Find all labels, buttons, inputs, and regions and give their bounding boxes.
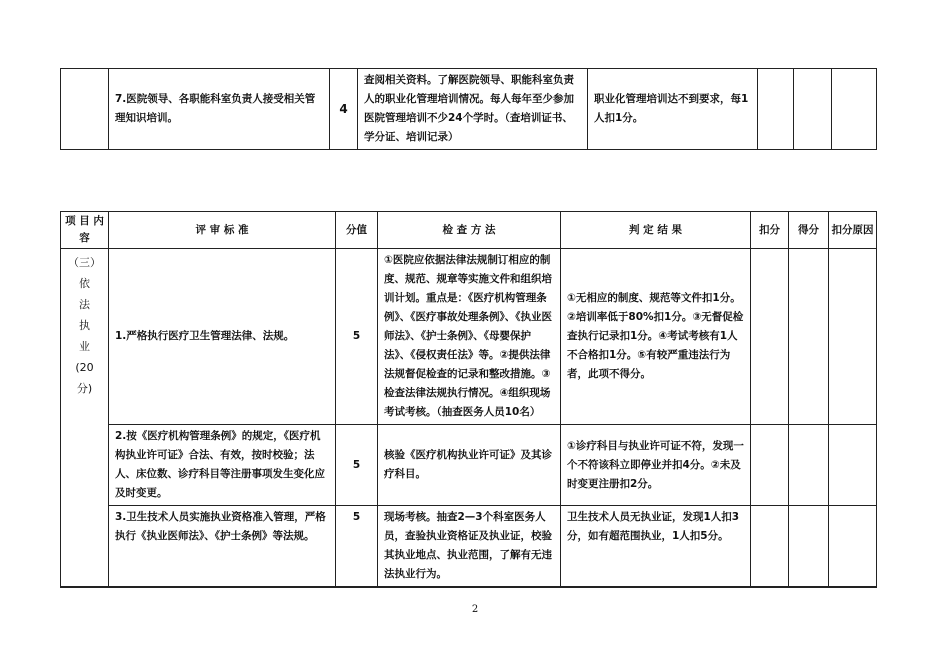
method-cell: 核验《医疗机构执业许可证》及其诊疗科目。 bbox=[378, 425, 561, 506]
got-cell bbox=[789, 506, 829, 588]
header-result: 判 定 结 果 bbox=[561, 212, 751, 249]
category-char: 法 bbox=[79, 298, 90, 311]
reason-cell bbox=[832, 69, 877, 150]
header-deduct: 扣分 bbox=[751, 212, 789, 249]
table-row bbox=[61, 506, 877, 588]
table-header bbox=[61, 212, 877, 249]
page-number: 2 bbox=[471, 604, 479, 615]
got-cell bbox=[794, 69, 832, 150]
criterion-cell: 1.严格执行医疗卫生管理法律、法规。 bbox=[109, 249, 336, 425]
table-row bbox=[61, 425, 877, 506]
method-cell: 查阅相关资料。了解医院领导、职能科室负责人的职业化管理培训情况。每人每年至少参加医院管理培训不少24个学时。（查培训证书、学分证、培训记录） bbox=[358, 69, 588, 150]
table-row bbox=[61, 249, 877, 425]
got-cell bbox=[789, 425, 829, 506]
criterion-cell: 7.医院领导、各职能科室负责人接受相关管理知识培训。 bbox=[109, 69, 330, 150]
deduct-cell bbox=[751, 249, 789, 425]
reason-cell bbox=[829, 506, 877, 588]
header-reason: 扣分原因 bbox=[829, 212, 877, 249]
empty-cell bbox=[61, 69, 109, 150]
criterion-cell: 2.按《医疗机构管理条例》的规定，《医疗机构执业许可证》合法、有效，按时校验；法人、床位数、诊疗科目等注册事项发生变化应及时变更。 bbox=[109, 425, 336, 506]
header-item: 项 目 内 容 bbox=[61, 212, 109, 249]
score-cell: 5 bbox=[336, 425, 378, 506]
header-standard: 评 审 标 准 bbox=[109, 212, 336, 249]
header-got: 得分 bbox=[789, 212, 829, 249]
result-cell: 职业化管理培训达不到要求，每1人扣1分。 bbox=[588, 69, 758, 150]
method-cell: 现场考核。抽查2—3个科室医务人员，查验执业资格证及执业证，校验其执业地点、执业范围，了解有无违法执业行为。 bbox=[378, 506, 561, 588]
review-table bbox=[60, 211, 877, 588]
method-cell: ①医院应依据法律法规制订相应的制度、规范、规章等实施文件和组织培训计划。重点是：《医疗机构管理条例》、《医疗事故处理条例》、《执业医师法》、《护士条例》、《母婴保护法》、《侵权责任法》等。②提供法律法规督促检查的记录和整改措施。③检查法律法规执行情况。④组织现场考试考核。（抽查医务人员10名） bbox=[378, 249, 561, 425]
category-char: 依 bbox=[79, 277, 90, 290]
deduct-cell bbox=[758, 69, 794, 150]
result-cell: ①诊疗科目与执业许可证不符，发现一个不符该科立即停业并扣4分。②未及时变更注册扣2分。 bbox=[561, 425, 751, 506]
reason-cell bbox=[829, 249, 877, 425]
deduct-cell bbox=[751, 506, 789, 588]
category-number: （三） bbox=[68, 256, 101, 269]
header-method: 检 查 方 法 bbox=[378, 212, 561, 249]
category-points: (20分) bbox=[75, 361, 94, 395]
score-cell: 5 bbox=[336, 506, 378, 588]
criterion-cell: 3.卫生技术人员实施执业资格准入管理，严格执行《执业医师法》、《护士条例》等法规。 bbox=[109, 506, 336, 588]
got-cell bbox=[789, 249, 829, 425]
reason-cell bbox=[829, 425, 877, 506]
deduct-cell bbox=[751, 425, 789, 506]
header-score: 分值 bbox=[336, 212, 378, 249]
continuation-table bbox=[60, 68, 877, 150]
category-cell bbox=[61, 249, 109, 588]
category-char: 执 bbox=[79, 319, 90, 332]
category-char: 业 bbox=[79, 340, 90, 353]
result-cell: 卫生技术人员无执业证，发现1人扣3分，如有超范围执业，1人扣5分。 bbox=[561, 506, 751, 588]
result-cell: ①无相应的制度、规范等文件扣1分。②培训率低于80%扣1分。③无督促检查执行记录扣1分。④考试考核有1人不合格扣1分。⑤有较严重违法行为者，此项不得分。 bbox=[561, 249, 751, 425]
score-cell: 5 bbox=[336, 249, 378, 425]
table-row bbox=[61, 69, 877, 150]
score-cell: 4 bbox=[330, 69, 358, 150]
